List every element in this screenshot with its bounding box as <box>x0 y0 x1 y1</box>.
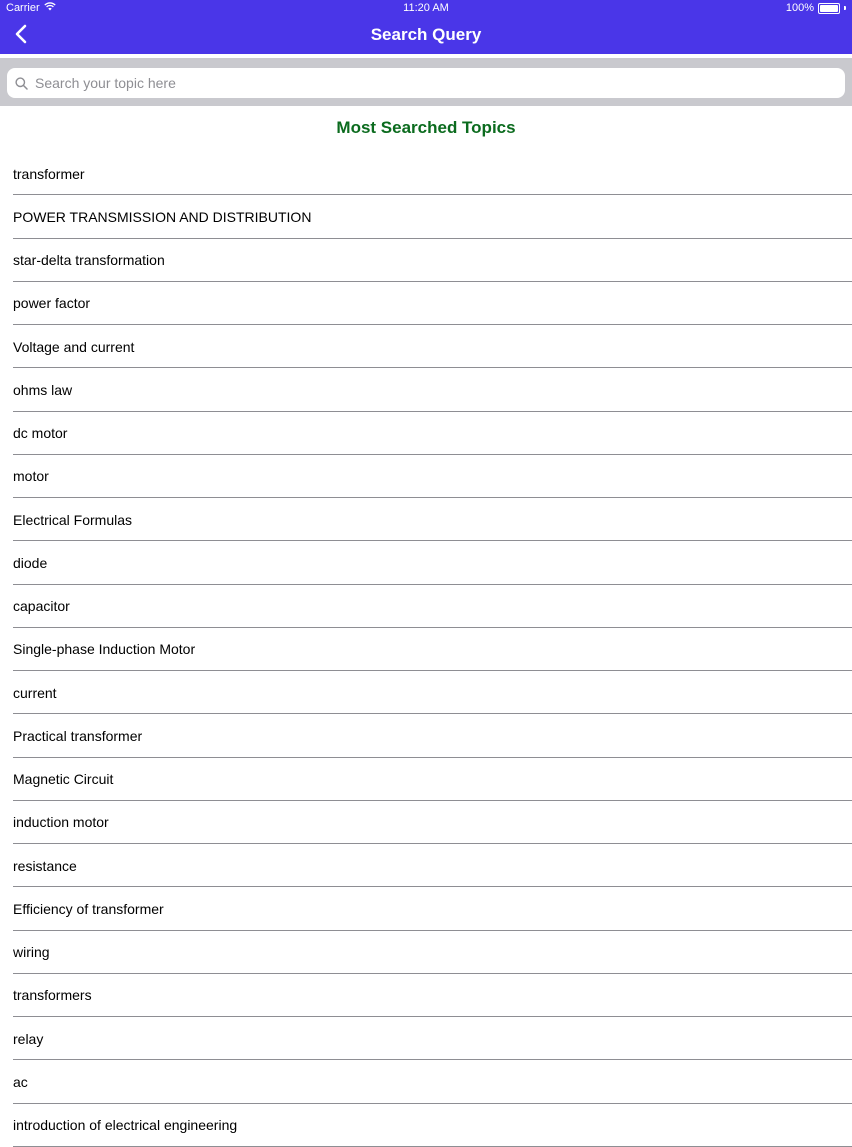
navigation-bar <box>0 18 852 54</box>
topic-list-item[interactable] <box>0 498 852 541</box>
topic-label: Efficiency of transformer <box>13 900 164 917</box>
search-input[interactable] <box>33 68 837 98</box>
topic-label: POWER TRANSMISSION AND DISTRIBUTION <box>13 208 312 225</box>
topic-label: ac <box>13 1073 28 1090</box>
topic-list-item[interactable] <box>0 844 852 887</box>
battery-indicator <box>786 2 846 14</box>
status-bar <box>0 0 852 18</box>
topic-list-item[interactable] <box>0 671 852 714</box>
battery-percentage: 100% <box>785 2 814 14</box>
topic-label: Magnetic Circuit <box>13 771 114 788</box>
battery-tip <box>844 6 846 10</box>
topic-label: current <box>13 684 57 701</box>
topic-label: diode <box>13 554 48 571</box>
topic-list-item[interactable] <box>0 1017 852 1060</box>
topic-list-item[interactable] <box>0 455 852 498</box>
topic-list-item[interactable] <box>0 887 852 930</box>
topic-label: ohms law <box>13 381 73 398</box>
battery-icon <box>818 3 840 14</box>
topic-list-item[interactable] <box>0 152 852 195</box>
topic-list-item[interactable] <box>0 758 852 801</box>
topic-label: transformer <box>13 165 85 182</box>
search-field[interactable] <box>7 68 845 98</box>
topic-label: resistance <box>13 857 77 874</box>
topic-label: star-delta transformation <box>13 252 165 269</box>
topic-label: Single-phase Induction Motor <box>13 641 196 658</box>
topic-list-item[interactable] <box>0 585 852 628</box>
topic-list-item[interactable] <box>0 325 852 368</box>
topic-list-item[interactable] <box>0 931 852 974</box>
topic-list <box>0 152 852 1147</box>
carrier-label: Carrier <box>6 2 40 14</box>
topic-label: Voltage and current <box>13 338 135 355</box>
page-title: Search Query <box>370 25 482 44</box>
topic-list-item[interactable] <box>0 412 852 455</box>
topic-label: transformers <box>13 987 92 1004</box>
topic-list-item[interactable] <box>0 974 852 1017</box>
topic-label: induction motor <box>13 814 109 831</box>
topic-label: relay <box>13 1030 44 1047</box>
topic-list-item[interactable] <box>0 801 852 844</box>
topic-list-item[interactable] <box>0 368 852 411</box>
topic-label: power factor <box>13 295 91 312</box>
topic-label: Practical transformer <box>13 727 143 744</box>
topic-list-item[interactable] <box>0 195 852 238</box>
topic-list-item[interactable] <box>0 282 852 325</box>
topic-label: Electrical Formulas <box>13 511 133 528</box>
topic-label: wiring <box>13 944 50 961</box>
topic-list-item[interactable] <box>0 239 852 282</box>
topic-list-item[interactable] <box>0 541 852 584</box>
topic-label: capacitor <box>13 598 70 615</box>
topic-list-item[interactable] <box>0 714 852 757</box>
status-time: 11:20 AM <box>403 2 449 14</box>
topic-label: dc motor <box>13 425 68 442</box>
topic-label: motor <box>13 468 49 485</box>
topic-list-item[interactable] <box>0 1104 852 1147</box>
topic-list-item[interactable] <box>0 1060 852 1103</box>
topic-label: introduction of electrical engineering <box>13 1117 238 1134</box>
search-icon <box>15 76 29 90</box>
topic-list-item[interactable] <box>0 628 852 671</box>
section-title: Most Searched Topics <box>336 118 516 137</box>
search-bar <box>0 58 852 106</box>
